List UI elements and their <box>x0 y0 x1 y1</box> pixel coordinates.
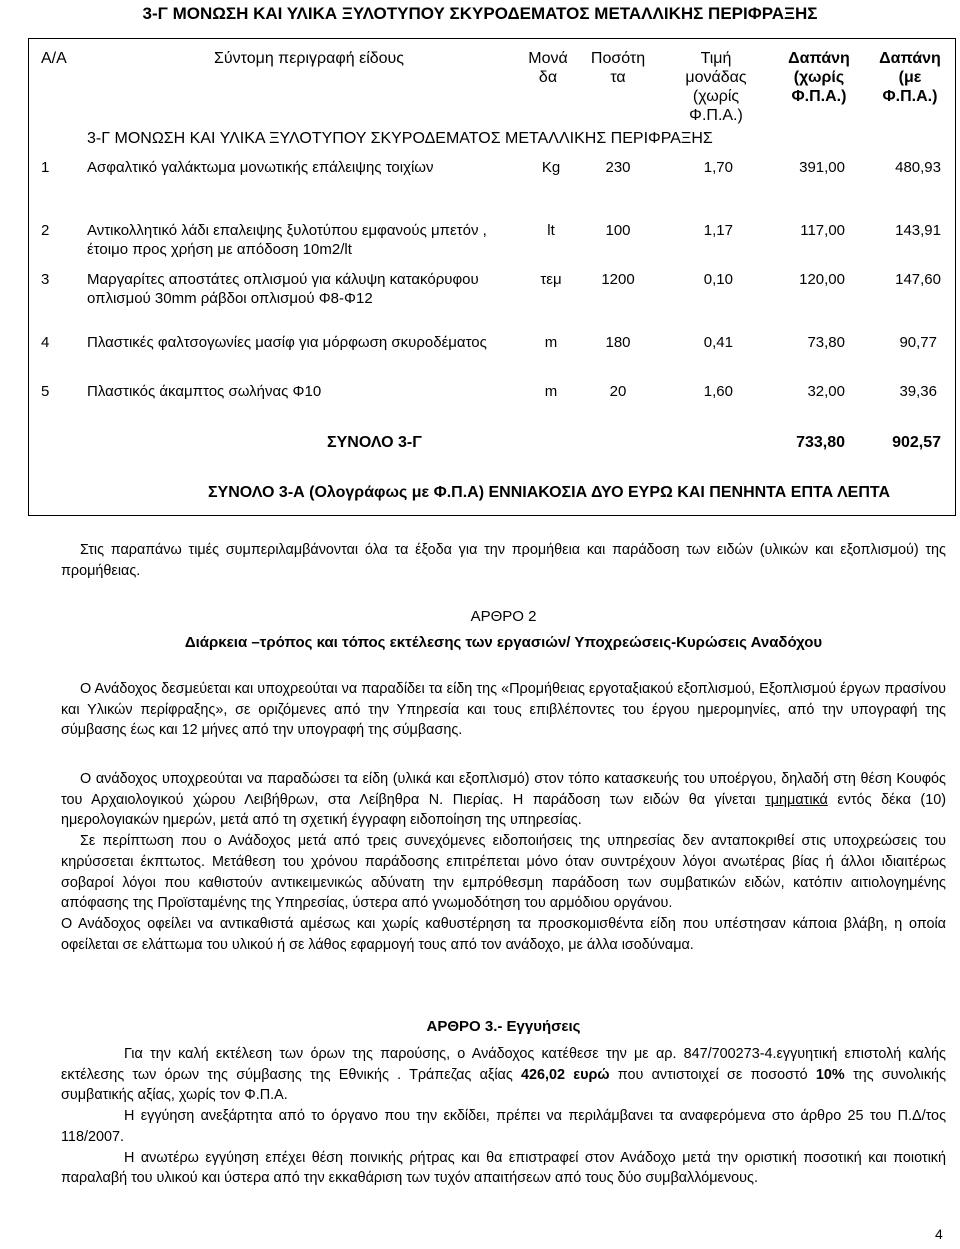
subtotal-cost: 733,80 <box>796 434 845 451</box>
row-3-price: 0,10 <box>703 271 733 288</box>
row-3-cost-vat: 147,60 <box>895 271 941 288</box>
page-number: 4 <box>935 1226 943 1242</box>
header-cost-with-vat: Δαπάνη (με Φ.Π.Α.) <box>879 50 941 105</box>
row-2-quantity: 100 <box>605 222 631 239</box>
row-4-aa: 4 <box>41 334 50 351</box>
article-2-p2-text-a: Ο ανάδοχος υποχρεούται να παραδώσει τα είδη (υλικά και εξοπλισμό) στον τόπο κατασκευής του υποέργου, δηλαδή στη θέση Κουφός του Αρχαιολογικού χώρου Λειβήθρων, στα Λείβηθρα Ν. Πιερίας. Η παράδοση των ειδών θα γίνεται <box>61 771 946 808</box>
row-1-cost-vat: 480,93 <box>895 159 941 176</box>
row-1-description: Ασφαλτικό γαλάκτωμα μονωτικής επάλειψης τοιχίων <box>87 159 434 176</box>
article-3-p1-text-d: της συνολικής συμβατικής αξίας, χωρίς τον Φ.Π.Α. <box>61 1066 947 1104</box>
row-2-description: Αντικολλητικό λάδι επαλειψης ξυλοτύπου εμφανούς μπετόν , έτοιμο προς χρήση με απόδοση 10m2/lt <box>87 222 487 258</box>
row-3-cost: 120,00 <box>799 271 845 288</box>
article-2-p4-text: Ο Ανάδοχος οφείλει να αντικαθιστά αμέσως και χωρίς καθυστέρηση τα προσκομισθέντα είδη που υπέστησαν κάποια βλάβη, η οποία οφείλεται σε ελάττωμα του υλικού ή σε λάθος εφαρμογή τους από τον ανάδοχο, με άλλα ισοδύναμα. <box>61 915 946 953</box>
article-2-p2-text-b: εντός δέκα (10) ημερολογιακών ημερών, μετά από τη σχετική έγγραφη ειδοποίηση της υπηρεσίας. <box>61 791 947 829</box>
row-1-cost: 391,00 <box>799 159 845 176</box>
row-4-unit: m <box>544 334 558 351</box>
article-2-p3-text: Σε περίπτωση που ο Ανάδοχος μετά από τρεις συνεχόμενες ειδοποιήσεις της υπηρεσίας δεν ανταποκριθεί στις υποχρεώσεις του κηρύσσεται έκπτωτος. Μετάθεση του χρόνου παράδοσης επιτρέπεται μόνο όταν συντρέχουν λόγοι ανωτέρας βίας ή άλλοι ιδιαιτέρως σοβαροί λόγοι που καθιστούν αντικειμενικώς αδύνατη την εμπρόθεσμη παράδοση των συμβατικών ειδών, κατόπιν αιτιολογημένης απόφασης της Προϊσταμένης της Υπηρεσίας, ύστερα από γνωμοδότηση του αρμόδιου οργάνου. <box>61 833 946 912</box>
article-2-paragraph-1 <box>61 679 946 741</box>
grand-total-in-words: ΣΥΝΟΛΟ 3-Α (Ολογράφως με Φ.Π.Α) ΕΝΝΙΑΚΟΣΙΑ ΔΥΟ ΕΥΡΩ ΚΑΙ ΠΕΝΗΝΤΑ ΕΠΤΑ ΛΕΠΤΑ <box>207 484 891 501</box>
article-3-percentage: 10% <box>815 1066 845 1083</box>
row-1-unit: Kg <box>541 159 561 176</box>
subtotal-cost-vat: 902,57 <box>892 434 941 451</box>
row-4-description: Πλαστικές φαλτσογωνίες μασίφ για μόρφωση σκυροδέματος <box>87 334 487 351</box>
article-3-p3-text: Η ανωτέρω εγγύηση επέχει θέση ποινικής ρήτρας και θα επιστραφεί στον Ανάδοχο μετά την οριστική ποσοτική και ποιοτική παραλαβή του υλικού και ύστερα από την εκκαθάριση των τυχόν απαιτήσεων από τους δύο συμβαλλόμενους. <box>61 1149 946 1187</box>
row-2-price: 1,17 <box>703 222 733 239</box>
row-2-unit: lt <box>547 222 555 239</box>
row-1-quantity: 230 <box>605 159 631 176</box>
prices-note-text: Στις παραπάνω τιμές συμπεριλαμβάνονται όλα τα έξοδα για την προμήθεια και παράδοση των ειδών (υλικών και εξοπλισμού) της προμήθειας. <box>61 542 946 579</box>
prices-note <box>61 540 946 581</box>
row-1-price: 1,70 <box>703 159 733 176</box>
row-4-cost: 73,80 <box>807 334 845 351</box>
row-5-price: 1,60 <box>703 383 733 400</box>
subtotal-label: ΣΥΝΟΛΟ 3-Γ <box>327 434 422 451</box>
article-2-p2-underlined: τμηματικά <box>765 791 828 808</box>
bill-of-quantities-table <box>28 38 956 516</box>
row-4-cost-vat: 90,77 <box>899 334 937 351</box>
header-unit: Μονά δα <box>528 50 568 86</box>
article-2-paragraph-2 <box>61 769 946 955</box>
article-2-p1-text: Ο Ανάδοχος δεσμεύεται και υποχρεούται να παραδίδει τα είδη της «Προμήθειας εργοταξιακού εξοπλισμού, Εξοπλισμού έργων πρασίνου και Υλικών περίφραξης», σε οριζόμενες από την Υπηρεσία και τους επιβλέποντες του έργου ημερομηνίες, από την υπογραφή της σύμβασης έως και 12 μήνες από την υπογραφή της σύμβασης. <box>61 681 946 739</box>
article-3-p1-text-c: που αντιστοιχεί σε ποσοστό <box>609 1066 816 1083</box>
row-5-cost-vat: 39,36 <box>899 383 937 400</box>
row-5-cost: 32,00 <box>807 383 845 400</box>
article-3-guarantee-amount: 426,02 ευρώ <box>521 1066 610 1083</box>
row-5-description: Πλαστικός άκαμπτος σωλήνας Φ10 <box>87 383 322 400</box>
row-5-unit: m <box>544 383 558 400</box>
row-2-cost: 117,00 <box>800 222 845 239</box>
article-2-subheading: Διάρκεια –τρόπος και τόπος εκτέλεσης των εργασιών/ Υποχρεώσεις-Κυρώσεις Αναδόχου <box>184 634 823 651</box>
row-3-description: Μαργαρίτες αποστάτες οπλισμού για κάλυψη κατακόρυφου οπλισμού 30mm ράβδοι οπλισμού Φ8-Φ12 <box>87 271 479 307</box>
row-3-quantity: 1200 <box>601 271 635 288</box>
article-3-heading: ΑΡΘΡΟ 3.- Εγγυήσεις <box>426 1018 581 1035</box>
row-3-aa: 3 <box>41 271 50 288</box>
row-4-price: 0,41 <box>703 334 733 351</box>
row-2-aa: 2 <box>41 222 50 239</box>
header-unit-price: Τιμή μονάδας (χωρίς Φ.Π.Α.) <box>685 50 747 124</box>
article-3-p2-text: Η εγγύηση ανεξάρτητα από το όργανο που την εκδίδει, πρέπει να περιλάμβανει τα αναφερόμενα στο άρθρο 25 του Π.Δ/τος 118/2007. <box>61 1108 946 1145</box>
document-title: 3-Γ ΜΟΝΩΣΗ ΚΑΙ ΥΛΙΚΑ ΞΥΛΟΤΥΠΟΥ ΣΚΥΡΟΔΕΜΑΤΟΣ ΜΕΤΑΛΛΙΚΗΣ ΠΕΡΙΦΡΑΞΗΣ <box>142 4 818 23</box>
row-3-unit: τεμ <box>540 271 562 288</box>
header-description: Σύντομη περιγραφή είδους <box>213 50 405 67</box>
row-5-quantity: 20 <box>609 383 627 400</box>
header-aa: Α/Α <box>41 50 67 67</box>
header-quantity: Ποσότη τα <box>590 50 646 86</box>
article-3-paragraphs <box>61 1044 946 1189</box>
row-2-cost-vat: 143,91 <box>895 222 941 239</box>
article-3-p1-text-a: Για την καλή εκτέλεση των όρων της παρούσης, ο Ανάδοχος κατέθεσε την με αρ. 847/700273-4.εγγυητική επιστολή καλής εκτέλεσης των όρων της σύμβασης της Εθνικής . Τράπεζας αξίας <box>61 1046 946 1083</box>
article-2-heading: ΑΡΘΡΟ 2 <box>470 608 537 625</box>
header-cost-without-vat: Δαπάνη (χωρίς Φ.Π.Α.) <box>788 50 850 105</box>
row-4-quantity: 180 <box>605 334 631 351</box>
row-1-aa: 1 <box>41 159 50 176</box>
row-5-aa: 5 <box>41 383 50 400</box>
section-title: 3-Γ ΜΟΝΩΣΗ ΚΑΙ ΥΛΙΚΑ ΞΥΛΟΤΥΠΟΥ ΣΚΥΡΟΔΕΜΑΤΟΣ ΜΕΤΑΛΛΙΚΗΣ ΠΕΡΙΦΡΑΞΗΣ <box>87 130 713 147</box>
